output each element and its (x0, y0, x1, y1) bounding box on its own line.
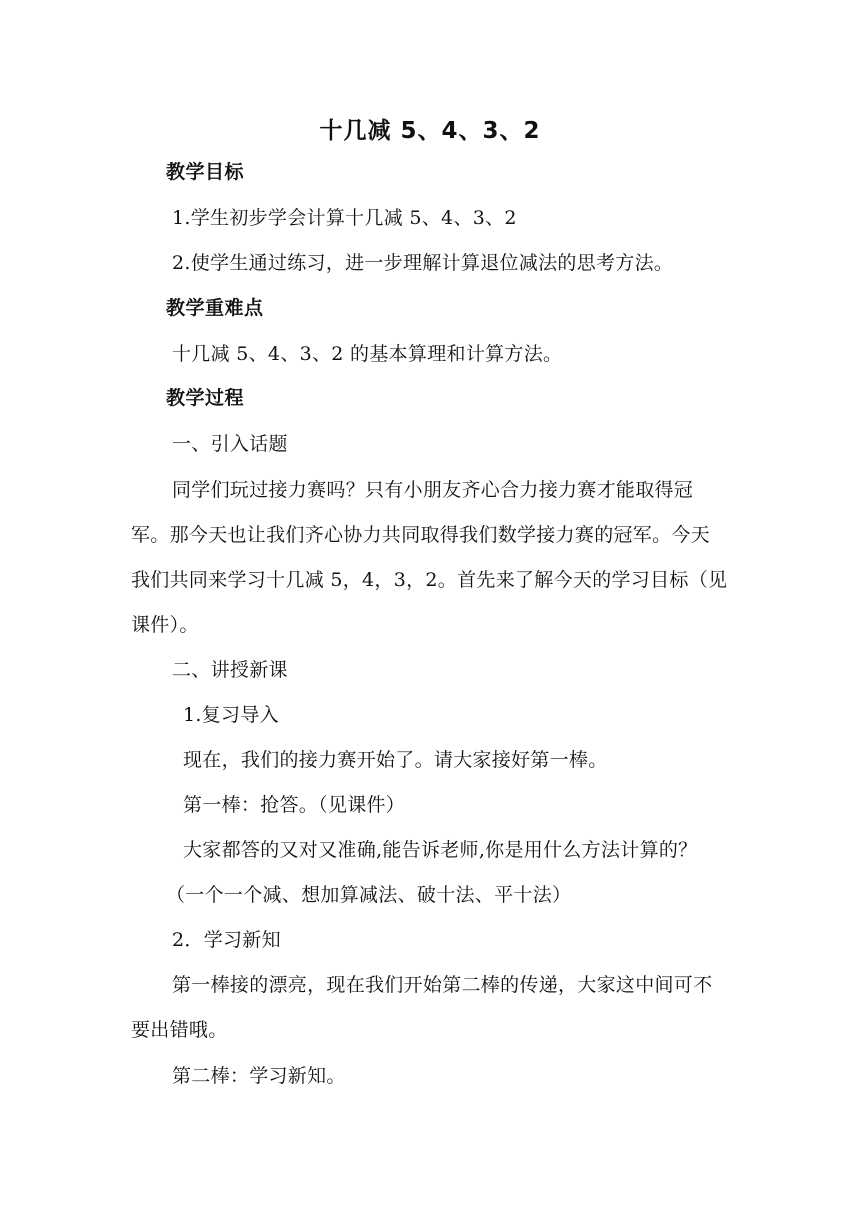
part1-paragraph-line: 课件）。 (131, 614, 199, 636)
part1-paragraph-line: 我们共同来学习十几减 5，4，3，2。首先来了解今天的学习目标（见 (131, 569, 728, 591)
sub2-paragraph-line: 第一棒接的漂亮，现在我们开始第二棒的传递，大家这中间可不 (172, 974, 713, 996)
part2-heading: 二、讲授新课 (172, 659, 288, 681)
section-heading-key-points: 教学重难点 (166, 297, 264, 319)
part1-paragraph-line: 同学们玩过接力赛吗？只有小朋友齐心合力接力赛才能取得冠 (172, 479, 694, 501)
document-title: 十几减 5、4、3、2 (319, 118, 541, 144)
goal-item-2: 2.使学生通过练习，进一步理解计算退位减法的思考方法。 (172, 252, 674, 274)
goal-item-1: 1.学生初步学会计算十几减 5、4、3、2 (172, 207, 517, 229)
sub1-line: 第一棒：抢答。（见课件） (183, 794, 406, 816)
sub1-line: 现在，我们的接力赛开始了。请大家接好第一棒。 (183, 749, 608, 771)
sub2-last-line: 第二棒：学习新知。 (172, 1065, 346, 1087)
part1-paragraph-line: 军。那今天也让我们齐心协力共同取得我们数学接力赛的冠军。今天 (131, 524, 711, 546)
sub2-paragraph-line: 要出错哦。 (131, 1019, 228, 1041)
sub1-heading: 1.复习导入 (183, 704, 279, 726)
part1-heading: 一、引入话题 (172, 433, 288, 455)
section-heading-goals: 教学目标 (166, 161, 245, 183)
section-heading-process: 教学过程 (166, 387, 245, 409)
sub1-line: （一个一个减、想加算减法、破十法、平十法） (166, 884, 572, 906)
key-points-text: 十几减 5、4、3、2 的基本算理和计算方法。 (172, 343, 563, 365)
sub1-line: 大家都答的又对又准确,能告诉老师,你是用什么方法计算的？ (183, 839, 698, 861)
sub2-heading: 2．学习新知 (172, 929, 281, 951)
